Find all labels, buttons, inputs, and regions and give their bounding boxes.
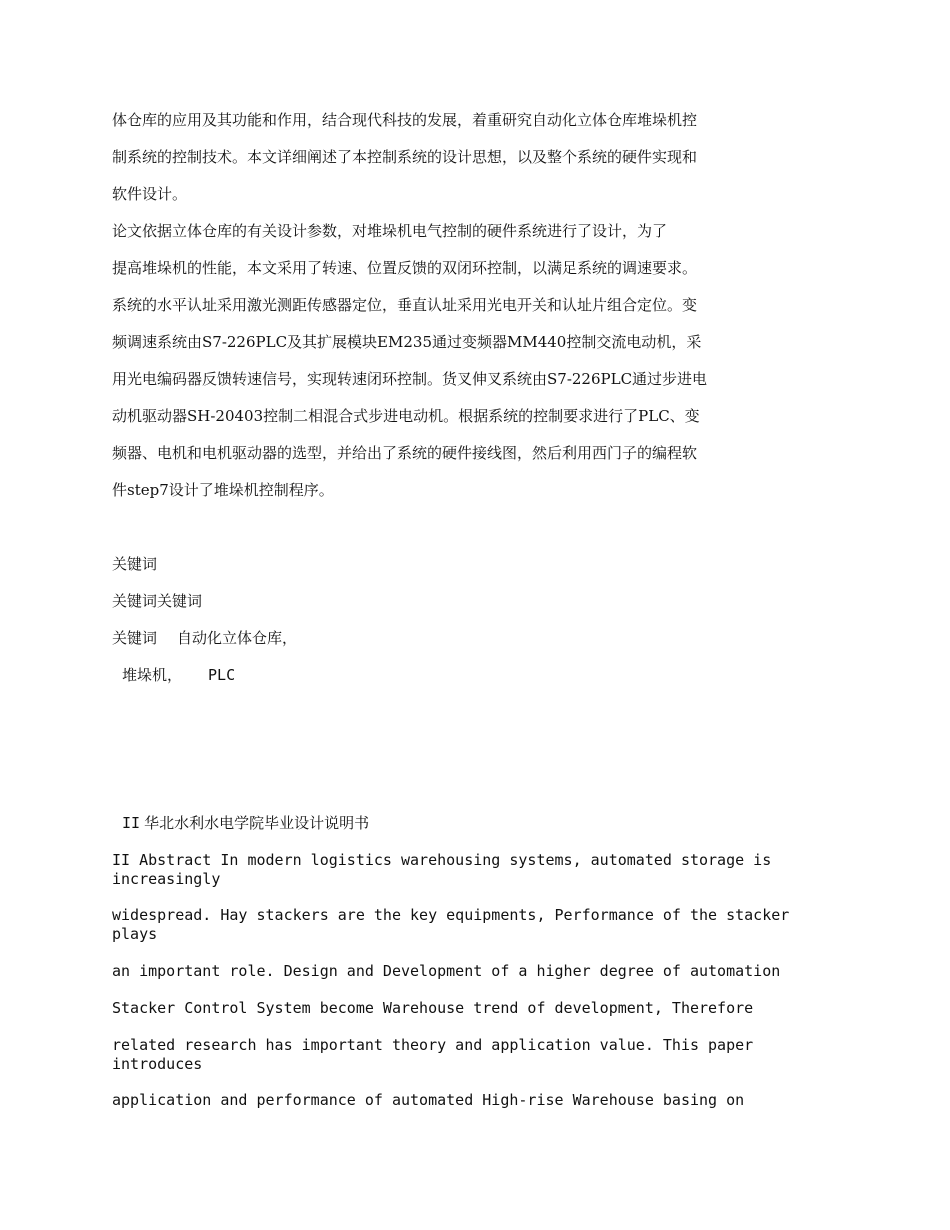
page-footer-title: 华北水利水电学院毕业设计说明书	[144, 814, 370, 832]
abstract-en-line: II Abstract In modern logistics warehousing systems, automated storage is increasingly	[112, 851, 772, 888]
page-footer	[122, 813, 369, 833]
keywords-heading: 关键词	[112, 555, 158, 573]
abstract-cn-line: 系统的水平认址采用激光测距传感器定位，垂直认址采用光电开关和认址片组合定位。变	[112, 296, 698, 314]
keywords-line	[112, 628, 297, 648]
abstract-cn-line: 动机驱动器SH-20403控制二相混合式步进电动机。根据系统的控制要求进行了PLC、变	[112, 407, 700, 425]
abstract-cn-line: 件step7设计了堆垛机控制程序。	[112, 481, 334, 499]
abstract-en-line: related research has important theory and application value. This paper introduces	[112, 1036, 754, 1073]
abstract-cn-line: 提高堆垛机的性能，本文采用了转速、位置反馈的双闭环控制，以满足系统的调速要求。	[112, 259, 698, 277]
keywords-heading-repeat: 关键词关键词	[112, 592, 203, 610]
keyword-value: 堆垛机，	[122, 666, 183, 684]
keywords-label: 关键词	[112, 629, 158, 647]
keywords-line	[122, 665, 235, 685]
abstract-cn-line: 制系统的控制技术。本文详细阐述了本控制系统的设计思想，以及整个系统的硬件实现和	[112, 148, 698, 166]
page-number: II	[122, 814, 141, 832]
abstract-cn-line: 频调速系统由S7-226PLC及其扩展模块EM235通过变频器MM440控制交流电动机，采	[112, 333, 702, 351]
abstract-en-line: an important role. Design and Development of a higher degree of automation	[112, 962, 781, 980]
abstract-en-line: Stacker Control System become Warehouse trend of development, Therefore	[112, 999, 754, 1017]
keyword-value: PLC	[208, 666, 236, 684]
abstract-cn-line: 论文依据立体仓库的有关设计参数，对堆垛机电气控制的硬件系统进行了设计，为了	[112, 222, 668, 240]
abstract-cn-line: 软件设计。	[112, 185, 188, 203]
keyword-value: 自动化立体仓库，	[177, 629, 298, 647]
abstract-en-line: widespread. Hay stackers are the key equipments, Performance of the stacker plays	[112, 906, 790, 943]
abstract-cn-line: 频器、电机和电机驱动器的选型，并给出了系统的硬件接线图，然后利用西门子的编程软	[112, 444, 698, 462]
abstract-cn-line: 用光电编码器反馈转速信号，实现转速闭环控制。货叉伸叉系统由S7-226PLC通过步进电	[112, 370, 708, 388]
abstract-cn-line: 体仓库的应用及其功能和作用，结合现代科技的发展，着重研究自动化立体仓库堆垛机控	[112, 111, 698, 129]
abstract-en-line: application and performance of automated High-rise Warehouse basing on	[112, 1091, 745, 1109]
